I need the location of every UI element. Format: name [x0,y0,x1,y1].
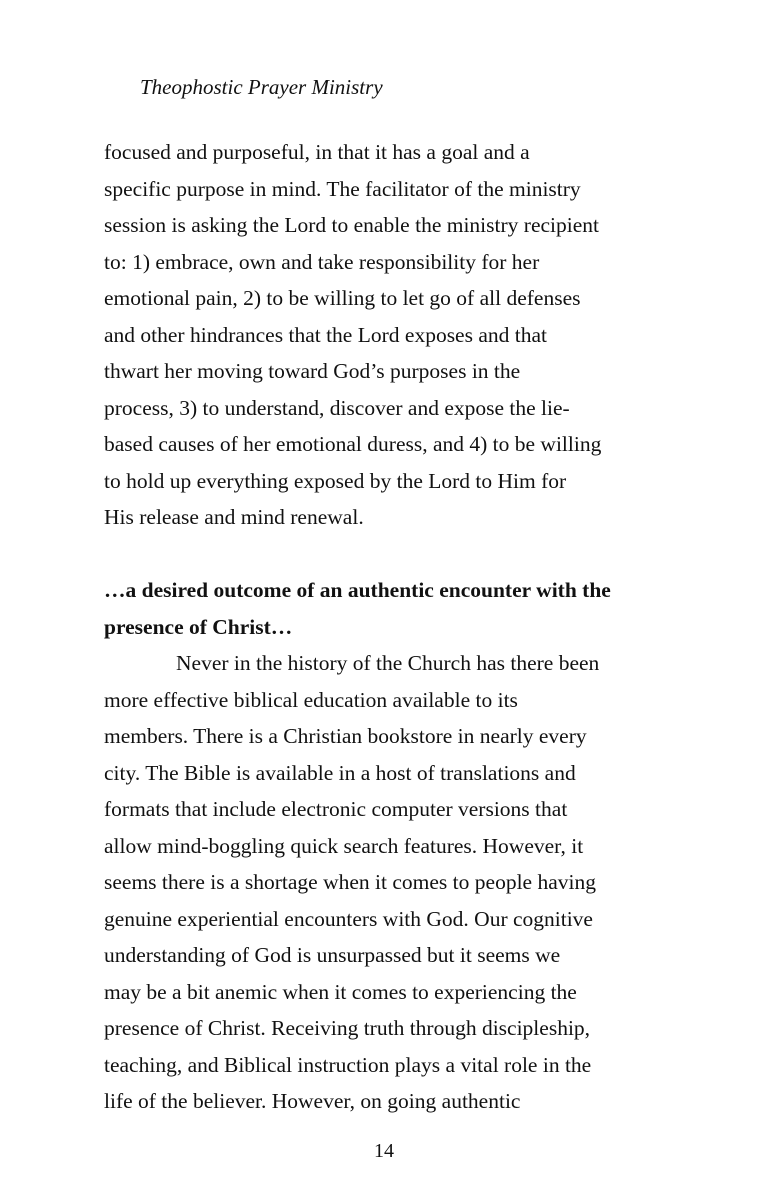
paragraph-spacer [104,536,684,573]
text-line: to hold up everything exposed by the Lord to Him for [104,468,567,493]
text-line: Never in the history of the Church has there been [176,651,600,675]
paragraph-1 [104,134,684,536]
paragraph-2 [104,645,684,1120]
body-text [104,134,684,1120]
text-line: presence of Christ. Receiving truth through discipleship, [104,1016,591,1040]
text-line: seems there is a shortage when it comes to people having [104,870,596,894]
subheading-line: …a desired outcome of an authentic encounter with the [104,578,611,602]
text-line: genuine experiential encounters with God. Our cognitive [104,906,593,931]
text-line: to: 1) embrace, own and take responsibility for her [104,249,540,274]
text-line: city. The Bible is available in a host of translations and [104,760,576,785]
text-line: thwart her moving toward God’s purposes in the [104,359,521,383]
section-subheading [104,572,684,645]
text-line: allow mind-boggling quick search features. However, it [104,833,584,858]
text-line: and other hindrances that the Lord exposes and that [104,322,547,347]
text-line: His release and mind renewal. [104,505,364,529]
text-line: life of the believer. However, on going authentic [104,1089,521,1113]
text-line: formats that include electronic computer versions that [104,797,568,821]
text-line: members. There is a Christian bookstore in nearly every [104,724,587,748]
text-line: understanding of God is unsurpassed but it seems we [104,943,561,967]
page-number: 14 [374,1140,394,1162]
text-line: emotional pain, 2) to be willing to let go of all defenses [104,286,581,310]
running-header: Theophostic Prayer Ministry [140,75,383,99]
text-line: teaching, and Biblical instruction plays a vital role in the [104,1052,592,1077]
text-line: more effective biblical education available to its [104,687,518,712]
subheading-line: presence of Christ… [104,614,293,639]
text-line: focused and purposeful, in that it has a goal and a [104,140,530,164]
text-line: specific purpose in mind. The facilitator of the ministry [104,176,581,201]
text-line: based causes of her emotional duress, and 4) to be willing [104,432,602,456]
text-line: process, 3) to understand, discover and expose the lie- [104,395,570,420]
text-line: may be a bit anemic when it comes to experiencing the [104,979,577,1004]
text-line: session is asking the Lord to enable the ministry recipient [104,213,599,237]
